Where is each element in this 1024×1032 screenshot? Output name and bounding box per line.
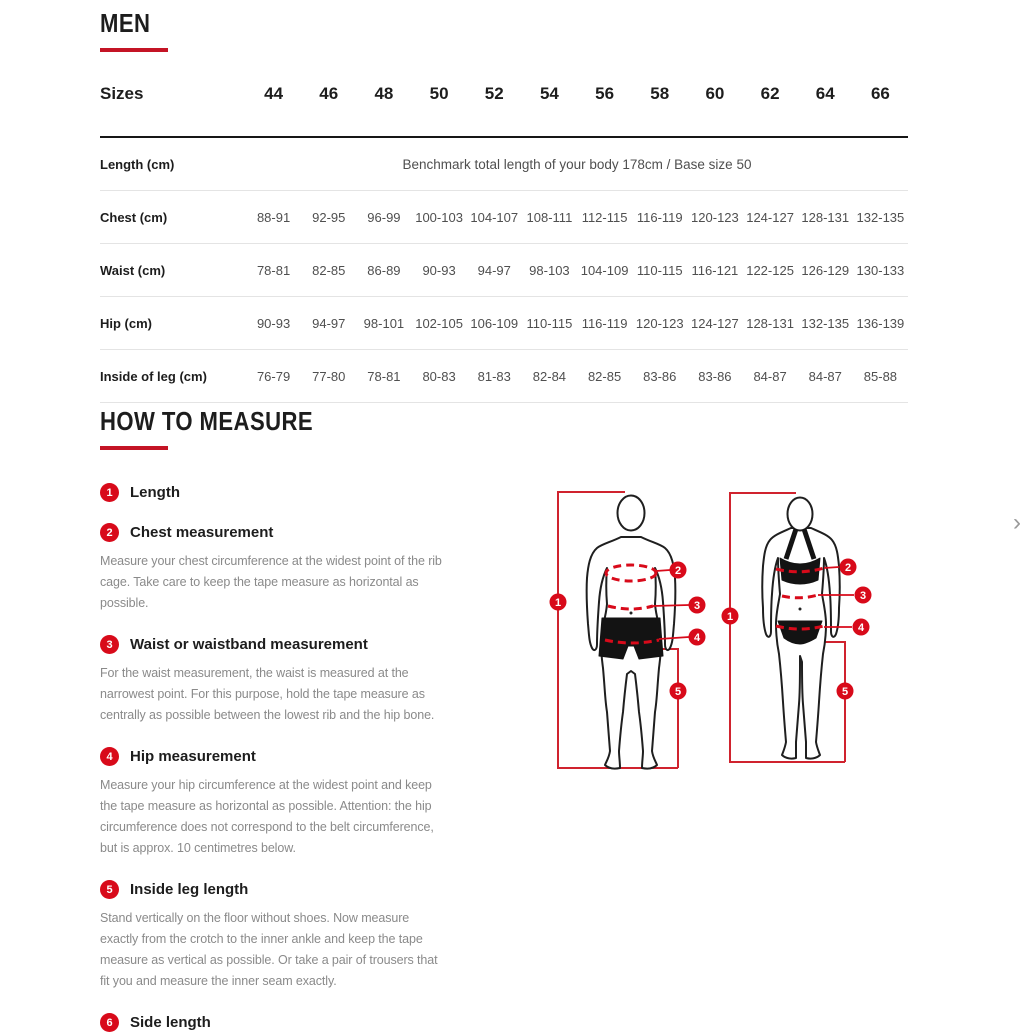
chest-value: 132-135 — [856, 209, 905, 225]
measure-item-hip — [100, 747, 446, 766]
inside-leg-value: 82-85 — [587, 368, 622, 384]
chest-value: 96-99 — [367, 209, 401, 225]
chest-leader-line — [656, 570, 670, 571]
waist-value: 104-109 — [580, 262, 629, 278]
svg-text:2: 2 — [674, 565, 682, 577]
number-badge-5: 5 — [100, 880, 119, 899]
number-badge-1: 1 — [100, 483, 119, 502]
measure-item-description: For the waist measurement, the waist is measured at the narrowest point. For this purpose, hold the tape measure as centrally as possible between the lowest rib and the hip bone. — [100, 666, 435, 722]
inside-leg-value: 78-81 — [367, 368, 401, 384]
waist-value: 82-85 — [312, 262, 346, 278]
male-measurement-diagram — [545, 478, 715, 778]
chest-value: 112-115 — [581, 209, 628, 225]
marker-1 — [550, 594, 567, 611]
marker-3 — [855, 587, 872, 604]
svg-text:2: 2 — [844, 562, 852, 574]
marker-2 — [670, 562, 687, 579]
hip-value: 102-105 — [415, 315, 463, 331]
measure-item-title: Hip measurement — [130, 748, 256, 765]
measure-item-chest — [100, 523, 446, 542]
measure-item-title: Inside leg length — [130, 881, 249, 898]
row-label-inside-leg: Inside of leg (cm) — [100, 368, 207, 384]
waist-value: 86-89 — [367, 262, 401, 278]
size-col-64: 64 — [815, 84, 835, 103]
men-section-title: MEN — [100, 8, 151, 38]
carousel-next-icon[interactable]: › — [1013, 509, 1021, 536]
hip-value: 94-97 — [312, 315, 346, 331]
hip-value: 136-139 — [856, 315, 905, 331]
inside-leg-value: 76-79 — [256, 368, 291, 384]
table-row-chest — [100, 191, 908, 244]
male-head — [618, 496, 645, 531]
how-to-measure-section — [100, 406, 446, 1032]
svg-text:1: 1 — [726, 611, 734, 623]
hip-value: 98-101 — [363, 315, 405, 331]
measure-item-description: Measure your hip circumference at the widest point and keep the tape measure as horizontal as possible. Attention: the hip circumference does not correspond to the belt circumference, but is approx. 10 centimetres below. — [100, 778, 434, 855]
size-col-48: 48 — [374, 84, 394, 103]
measure-item-waist — [100, 635, 446, 654]
chest-value: 100-103 — [415, 209, 463, 225]
inside-leg-value: 84-87 — [808, 368, 842, 384]
size-col-52: 52 — [484, 84, 504, 103]
marker-5 — [837, 683, 854, 700]
chest-leader-line — [824, 567, 839, 568]
table-row-hip — [100, 297, 908, 350]
table-row-inside-leg — [100, 350, 908, 403]
hip-value: 90-93 — [256, 315, 291, 331]
hip-leader-line — [659, 637, 689, 639]
hip-value: 132-135 — [801, 315, 850, 331]
marker-2 — [840, 559, 857, 576]
row-label-hip: Hip (cm) — [100, 315, 152, 331]
hip-value: 124-127 — [691, 315, 739, 331]
waist-value: 78-81 — [256, 262, 291, 278]
measure-item-title: Chest measurement — [130, 524, 274, 541]
marker-4 — [853, 619, 870, 636]
waist-value: 98-103 — [529, 262, 570, 278]
svg-text:3: 3 — [693, 600, 701, 612]
hip-value: 120-123 — [635, 315, 684, 331]
size-col-54: 54 — [539, 84, 559, 103]
inside-leg-value: 84-87 — [753, 368, 787, 384]
chest-value: 92-95 — [312, 209, 346, 225]
size-col-44: 44 — [264, 84, 284, 103]
svg-text:5: 5 — [674, 686, 682, 698]
chest-value: 108-111 — [526, 209, 573, 225]
waist-value: 116-121 — [691, 262, 739, 278]
waist-value: 90-93 — [422, 262, 456, 278]
size-col-58: 58 — [650, 84, 670, 103]
row-label-length: Length (cm) — [100, 156, 175, 172]
chest-value: 128-131 — [801, 209, 850, 225]
inside-leg-value: 77-80 — [312, 368, 346, 384]
waist-value: 126-129 — [801, 262, 850, 278]
marker-4 — [689, 629, 706, 646]
number-badge-4: 4 — [100, 747, 119, 766]
svg-text:5: 5 — [841, 686, 849, 698]
men-size-table — [100, 52, 908, 403]
size-col-56: 56 — [595, 84, 615, 103]
marker-1 — [722, 608, 739, 625]
hip-value: 106-109 — [470, 315, 519, 331]
how-to-measure-underline — [100, 446, 168, 450]
svg-text:1: 1 — [554, 597, 562, 609]
waist-leader-line — [653, 605, 689, 606]
navel-dot — [630, 612, 633, 615]
how-to-measure-title: HOW TO MEASURE — [100, 406, 314, 436]
size-col-66: 66 — [870, 84, 890, 103]
waist-value: 110-115 — [636, 262, 683, 278]
row-label-chest: Chest (cm) — [100, 209, 168, 225]
svg-text:4: 4 — [857, 622, 865, 634]
inside-leg-value: 83-86 — [698, 368, 732, 384]
chest-value: 88-91 — [256, 209, 291, 225]
female-head — [788, 498, 813, 531]
svg-text:3: 3 — [859, 590, 867, 602]
measure-item-length — [100, 483, 446, 502]
number-badge-2: 2 — [100, 523, 119, 542]
size-col-60: 60 — [705, 84, 725, 103]
measure-item-side-length — [100, 1013, 446, 1032]
chest-value: 120-123 — [691, 209, 739, 225]
inside-leg-value: 80-83 — [422, 368, 456, 384]
measure-item-description: Measure your chest circumference at the widest point of the rib cage. Take care to keep the tape measure as horizontal as possible. — [100, 554, 442, 610]
table-header-row — [100, 52, 908, 138]
chest-value: 124-127 — [746, 209, 794, 225]
measure-item-title: Waist or waistband measurement — [130, 636, 368, 653]
size-col-62: 62 — [760, 84, 780, 103]
number-badge-6: 6 — [100, 1013, 119, 1032]
navel-dot — [799, 608, 802, 611]
table-row-waist — [100, 244, 908, 297]
inside-leg-value: 81-83 — [477, 368, 511, 384]
chest-value: 116-119 — [636, 209, 683, 225]
svg-text:4: 4 — [693, 632, 701, 644]
length-benchmark-text: Benchmark total length of your body 178cm / Base size 50 — [402, 156, 752, 172]
marker-5 — [670, 683, 687, 700]
female-measurement-diagram — [718, 466, 878, 771]
measure-item-title: Length — [130, 484, 180, 501]
hip-value: 128-131 — [746, 315, 794, 331]
measure-item-description: Stand vertically on the floor without shoes. Now measure exactly from the crotch to the inner ankle and keep the tape measure as vertical as possible. Or take a pair of trousers that fit you and measure the inner seam exactly. — [100, 911, 438, 988]
measure-item-inside-leg — [100, 880, 446, 899]
inside-leg-value: 82-84 — [532, 368, 567, 384]
waist-value: 130-133 — [856, 262, 905, 278]
men-section — [100, 8, 908, 403]
sizes-label: Sizes — [100, 84, 144, 103]
waist-value: 122-125 — [746, 262, 794, 278]
hip-value: 110-115 — [526, 315, 573, 331]
measure-item-title: Side length — [130, 1014, 211, 1031]
hip-value: 116-119 — [581, 315, 628, 331]
inside-leg-value: 85-88 — [863, 368, 898, 384]
size-col-46: 46 — [319, 84, 339, 103]
table-row-length — [100, 138, 908, 191]
row-label-waist: Waist (cm) — [100, 262, 166, 278]
marker-3 — [689, 597, 706, 614]
waist-value: 94-97 — [477, 262, 511, 278]
inside-leg-value: 83-86 — [643, 368, 677, 384]
number-badge-3: 3 — [100, 635, 119, 654]
chest-value: 104-107 — [470, 209, 519, 225]
size-col-50: 50 — [429, 84, 449, 103]
